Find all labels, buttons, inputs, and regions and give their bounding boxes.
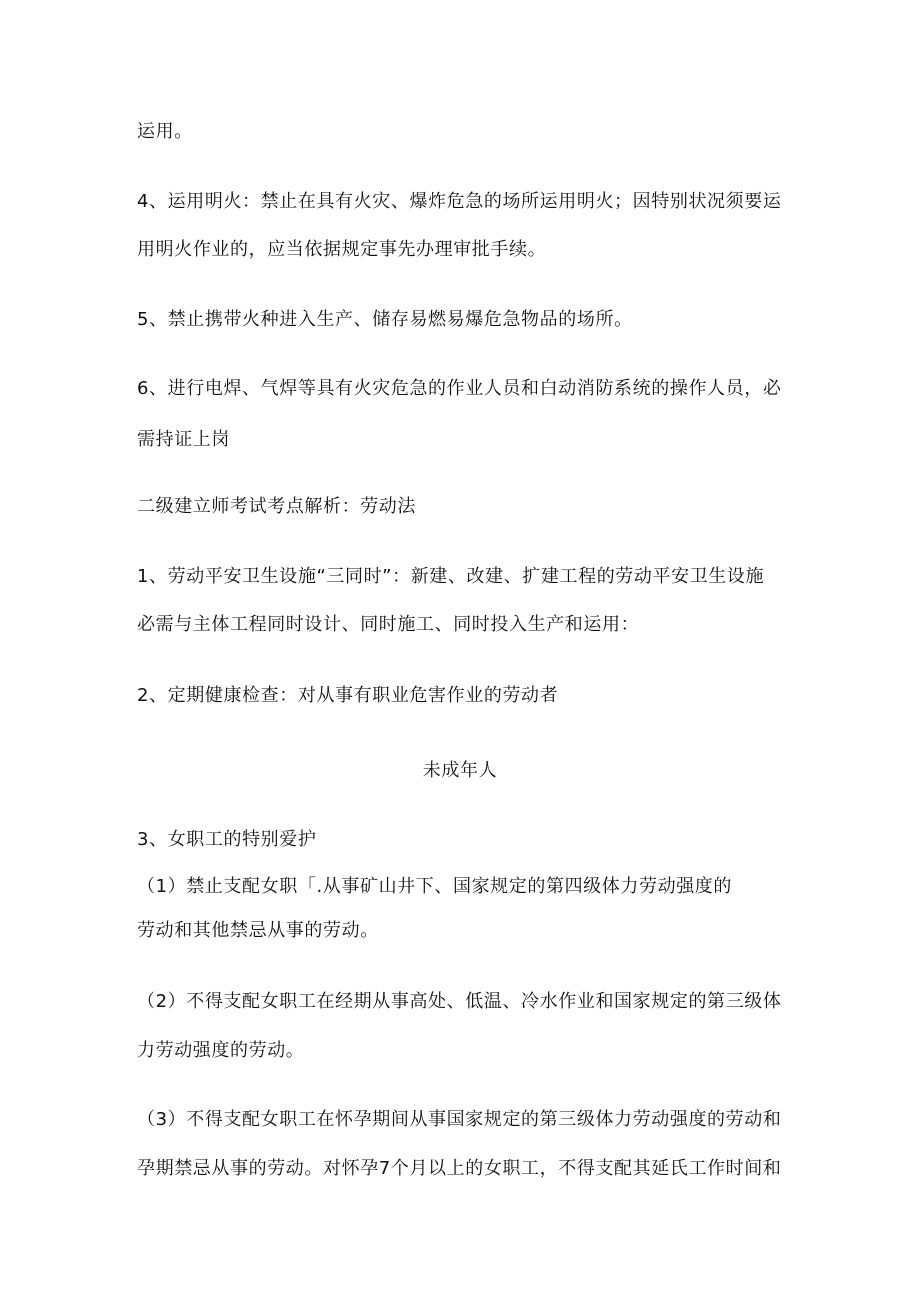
text-line-5: 6、进行电焊、气焊等具有火灾危急的作业人员和白动消防系统的操作人员，必 <box>137 378 782 399</box>
text-line-6: 需持证上岗 <box>137 429 230 450</box>
text-line-12: 3、女职工的特别爱护 <box>137 829 317 850</box>
text-line-15: （2）不得支配女职工在经期从事高处、低温、冷水作业和国家规定的第三级体 <box>137 991 782 1012</box>
text-line-13: （1）禁止支配女职「.从事矿山井下、国家规定的第四级体力劳动强度的 <box>137 876 732 897</box>
text-line-3: 用明火作业的，应当依据规定事先办理审批手续。 <box>137 239 547 260</box>
text-line-4: 5、禁止携带火种进入生产、储存易燃易爆危急物品的场所。 <box>137 309 633 330</box>
text-line-18: 孕期禁忌从事的劳动。对怀孕7个月以上的女职工，不得支配其延氏工作时间和 <box>137 1158 782 1179</box>
text-line-8: 1、劳动平安卫生设施“三同时”：新建、改建、扩建工程的劳动平安卫生设施 <box>137 566 765 587</box>
centered-line: 未成年人 <box>422 760 498 781</box>
text-line-2: 4、运用明火：禁止在具有火灾、爆炸危急的场所运用明火；因特别状况须要运 <box>137 191 782 212</box>
section-heading: 二级建立师考试考点解析：劳动法 <box>137 496 416 517</box>
text-line-10: 2、定期健康检查：对从事有职业危害作业的劳动者 <box>137 685 559 706</box>
text-line-1: 运用。 <box>137 121 193 142</box>
text-line-14: 劳动和其他禁忌从事的劳动。 <box>137 920 379 941</box>
text-line-17: （3）不得支配女职工在怀孕期间从事国家规定的第三级体力劳动强度的劳动和 <box>137 1109 782 1130</box>
text-line-9: 必需与主体工程同时设计、同时施工、同时投入生产和运用： <box>137 614 640 635</box>
text-line-16: 力劳动强度的劳动。 <box>137 1040 305 1061</box>
